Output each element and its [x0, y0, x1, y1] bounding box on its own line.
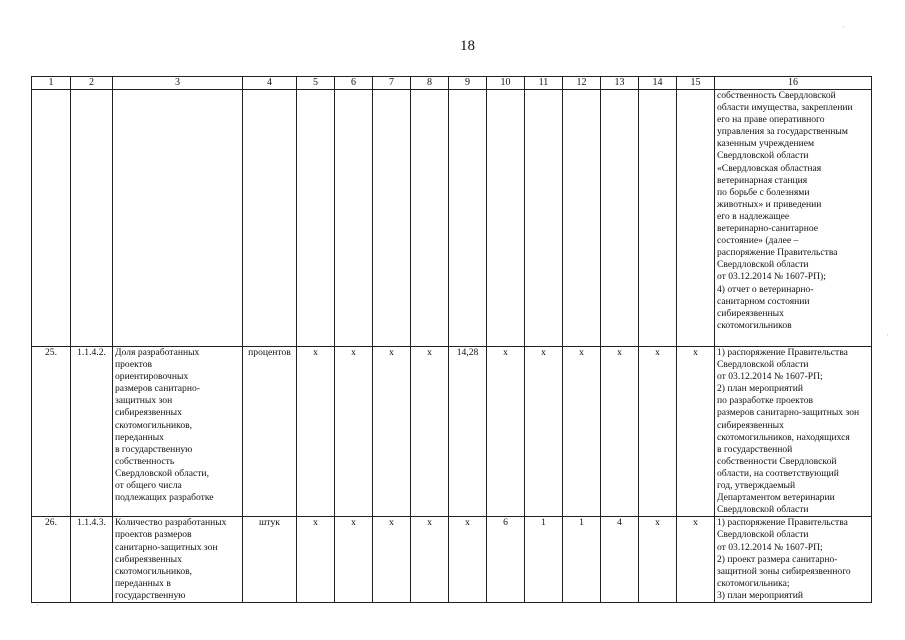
empty-cell: [487, 90, 525, 347]
value-cell: х: [563, 347, 601, 517]
value-cell: х: [449, 517, 487, 603]
row-number: 26.: [32, 517, 71, 603]
empty-cell: [525, 90, 563, 347]
empty-cell: [243, 90, 297, 347]
column-number: 2: [71, 77, 113, 90]
empty-cell: [71, 90, 113, 347]
value-cell: х: [335, 347, 373, 517]
value-cell: х: [639, 517, 677, 603]
column-number: 7: [373, 77, 411, 90]
value-cell: х: [677, 347, 715, 517]
table-row-continued: [32, 90, 872, 347]
value-cell: х: [373, 347, 411, 517]
empty-cell: [677, 90, 715, 347]
column-number: 9: [449, 77, 487, 90]
column-number: 11: [525, 77, 563, 90]
row-number: 25.: [32, 347, 71, 517]
unit-cell: штук: [243, 517, 297, 603]
value-cell: х: [601, 347, 639, 517]
empty-cell: [639, 90, 677, 347]
column-number: 14: [639, 77, 677, 90]
value-cell: х: [487, 347, 525, 517]
column-number: 6: [335, 77, 373, 90]
value-cell: 14,28: [449, 347, 487, 517]
empty-cell: [32, 90, 71, 347]
empty-cell: [449, 90, 487, 347]
indicator-name: Доля разработанных проектов ориентировочных размеров санитарно- защитных зон сибиреязвенных скотомогильников, переданных в государственную собственность Свердловской области, от общего числа подлежащих разработке: [113, 347, 243, 517]
scan-speck: ·: [36, 600, 39, 610]
table-row: [32, 517, 872, 603]
column-number: 5: [297, 77, 335, 90]
value-cell: х: [411, 517, 449, 603]
value-cell: х: [297, 347, 335, 517]
value-cell: х: [297, 517, 335, 603]
column-number: 12: [563, 77, 601, 90]
column-number: 4: [243, 77, 297, 90]
value-cell: х: [677, 517, 715, 603]
column-number-row: [32, 77, 872, 90]
source-cell: 1) распоряжение Правительства Свердловской области от 03.12.2014 № 1607-РП; 2) план мероприятий по разработке проектов размеров санитарно-защитных зон сибиреязвенных скотомогильников, находящихся в государственной собственности Свердловской области, на соответствующий год, утверждаемый Департаментом ветеринарии Свердловской области: [715, 347, 872, 517]
value-cell: х: [639, 347, 677, 517]
empty-cell: [297, 90, 335, 347]
scan-speck: ·: [842, 22, 845, 32]
value-cell: х: [411, 347, 449, 517]
empty-cell: [601, 90, 639, 347]
column-number: 3: [113, 77, 243, 90]
value-cell: х: [373, 517, 411, 603]
source-cell: 1) распоряжение Правительства Свердловской области от 03.12.2014 № 1607-РП; 2) проект размера санитарно- защитной зоны сибиреязвенного скотомогильника; 3) план мероприятий: [715, 517, 872, 603]
value-cell: 4: [601, 517, 639, 603]
value-cell: х: [525, 347, 563, 517]
row-code: 1.1.4.3.: [71, 517, 113, 603]
indicators-table: [31, 76, 872, 603]
source-cell: собственность Свердловской области имущества, закреплении его на праве оперативного управления за государственным казенным учреждением Свердловской области «Свердловская областная ветеринарная станция по борьбе с болезнями животных» и приведении его в надлежащее ветеринарно-санитарное состояние» (далее – распоряжение Правительства Свердловской области от 03.12.2014 № 1607-РП); 4) отчет о ветеринарно- санитарном состоянии сибиреязвенных скотомогильников: [715, 90, 872, 347]
table-row: [32, 347, 872, 517]
value-cell: 6: [487, 517, 525, 603]
column-number: 8: [411, 77, 449, 90]
empty-cell: [373, 90, 411, 347]
column-number: 1: [32, 77, 71, 90]
indicator-name: Количество разработанных проектов размеров санитарно-защитных зон сибиреязвенных скотомогильников, переданных в государственную: [113, 517, 243, 603]
value-cell: 1: [563, 517, 601, 603]
empty-cell: [335, 90, 373, 347]
scan-speck: ·: [886, 330, 889, 340]
empty-cell: [411, 90, 449, 347]
empty-cell: [113, 90, 243, 347]
column-number: 13: [601, 77, 639, 90]
value-cell: х: [335, 517, 373, 603]
column-number: 10: [487, 77, 525, 90]
column-number: 16: [715, 77, 872, 90]
empty-cell: [563, 90, 601, 347]
row-code: 1.1.4.2.: [71, 347, 113, 517]
unit-cell: процентов: [243, 347, 297, 517]
value-cell: 1: [525, 517, 563, 603]
column-number: 15: [677, 77, 715, 90]
page-number: 18: [460, 38, 475, 54]
